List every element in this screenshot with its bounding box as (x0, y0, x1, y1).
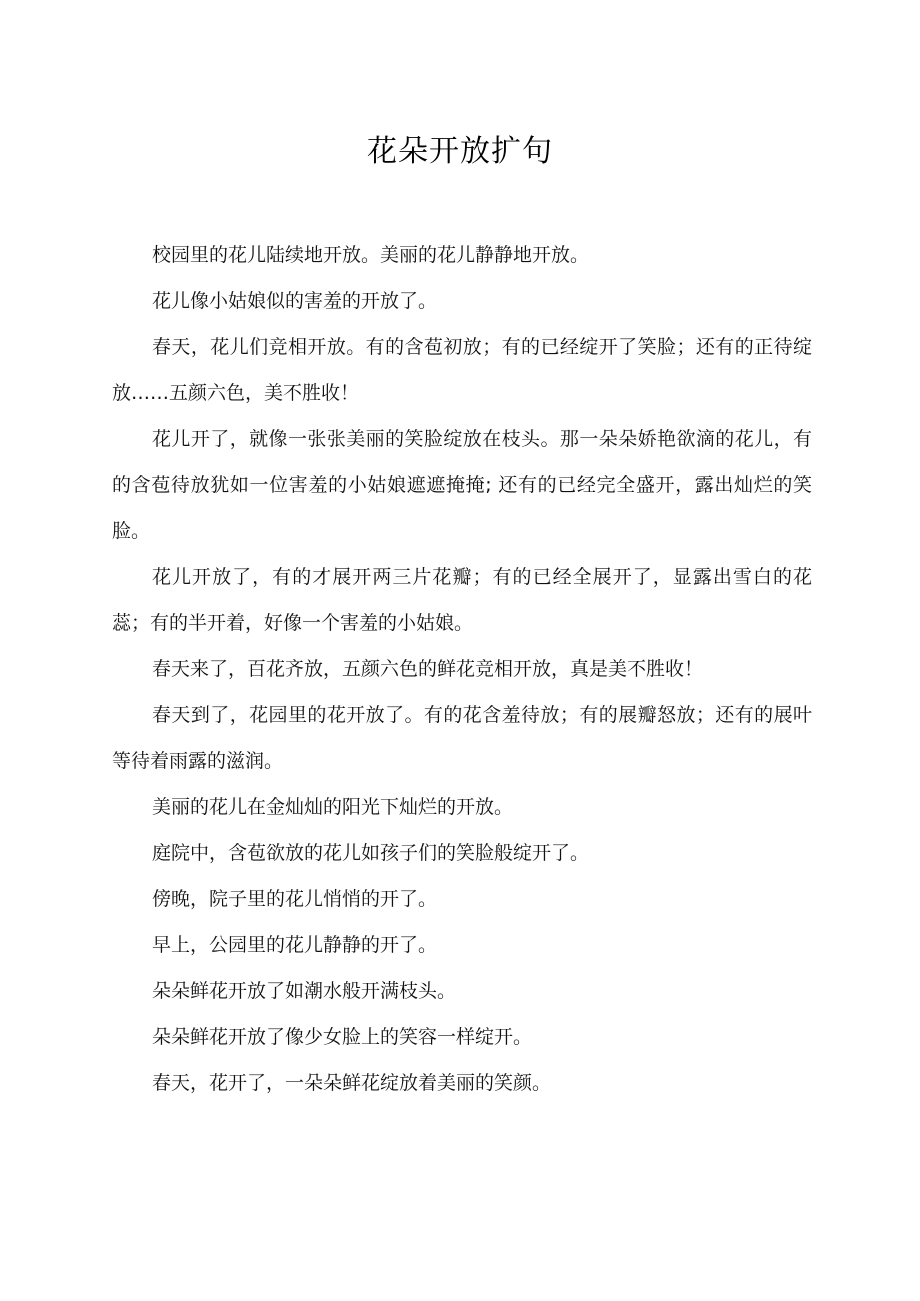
paragraph-11: 早上，公园里的花儿静静的开了。 (152, 934, 438, 956)
paragraph-4: 花儿开了，就像一张张美丽的笑脸绽放在枝头。那一朵朵娇艳欲滴的花儿，有的含苞待放犹如一位害羞的小姑娘遮遮掩掩; 还有的已经完全盛开，露出灿烂的笑脸。 (112, 428, 812, 542)
document-body (112, 232, 812, 1106)
paragraph-5: 花儿开放了，有的才展开两三片花瓣；有的已经全展开了，显露出雪白的花蕊；有的半开着，好像一个害羞的小姑娘。 (112, 566, 812, 634)
document-title: 花朵开放扩句 (367, 134, 553, 169)
paragraph-8: 美丽的花儿在金灿灿的阳光下灿烂的开放。 (152, 796, 514, 818)
paragraph-1: 校园里的花儿陆续地开放。美丽的花儿静静地开放。 (152, 244, 590, 266)
paragraph-9: 庭院中，含苞欲放的花儿如孩子们的笑脸般绽开了。 (152, 842, 590, 864)
paragraph-10: 傍晚，院子里的花儿悄悄的开了。 (152, 888, 438, 910)
paragraph-13: 朵朵鲜花开放了像少女脸上的笑容一样绽开。 (152, 1026, 533, 1048)
paragraph-2: 花儿像小姑娘似的害羞的开放了。 (152, 290, 438, 312)
paragraph-6: 春天来了，百花齐放，五颜六色的鲜花竞相开放，真是美不胜收！ (152, 658, 704, 680)
paragraph-12: 朵朵鲜花开放了如潮水般开满枝头。 (152, 980, 457, 1002)
paragraph-7: 春天到了，花园里的花开放了。有的花含羞待放；有的展瓣怒放；还有的展叶等待着雨露的滋润。 (112, 704, 812, 772)
paragraph-3: 春天，花儿们竞相开放。有的含苞初放；有的已经绽开了笑脸；还有的正待绽放……五颜六色，美不胜收！ (112, 336, 812, 404)
paragraph-14: 春天，花开了，一朵朵鲜花绽放着美丽的笑颜。 (152, 1072, 552, 1094)
